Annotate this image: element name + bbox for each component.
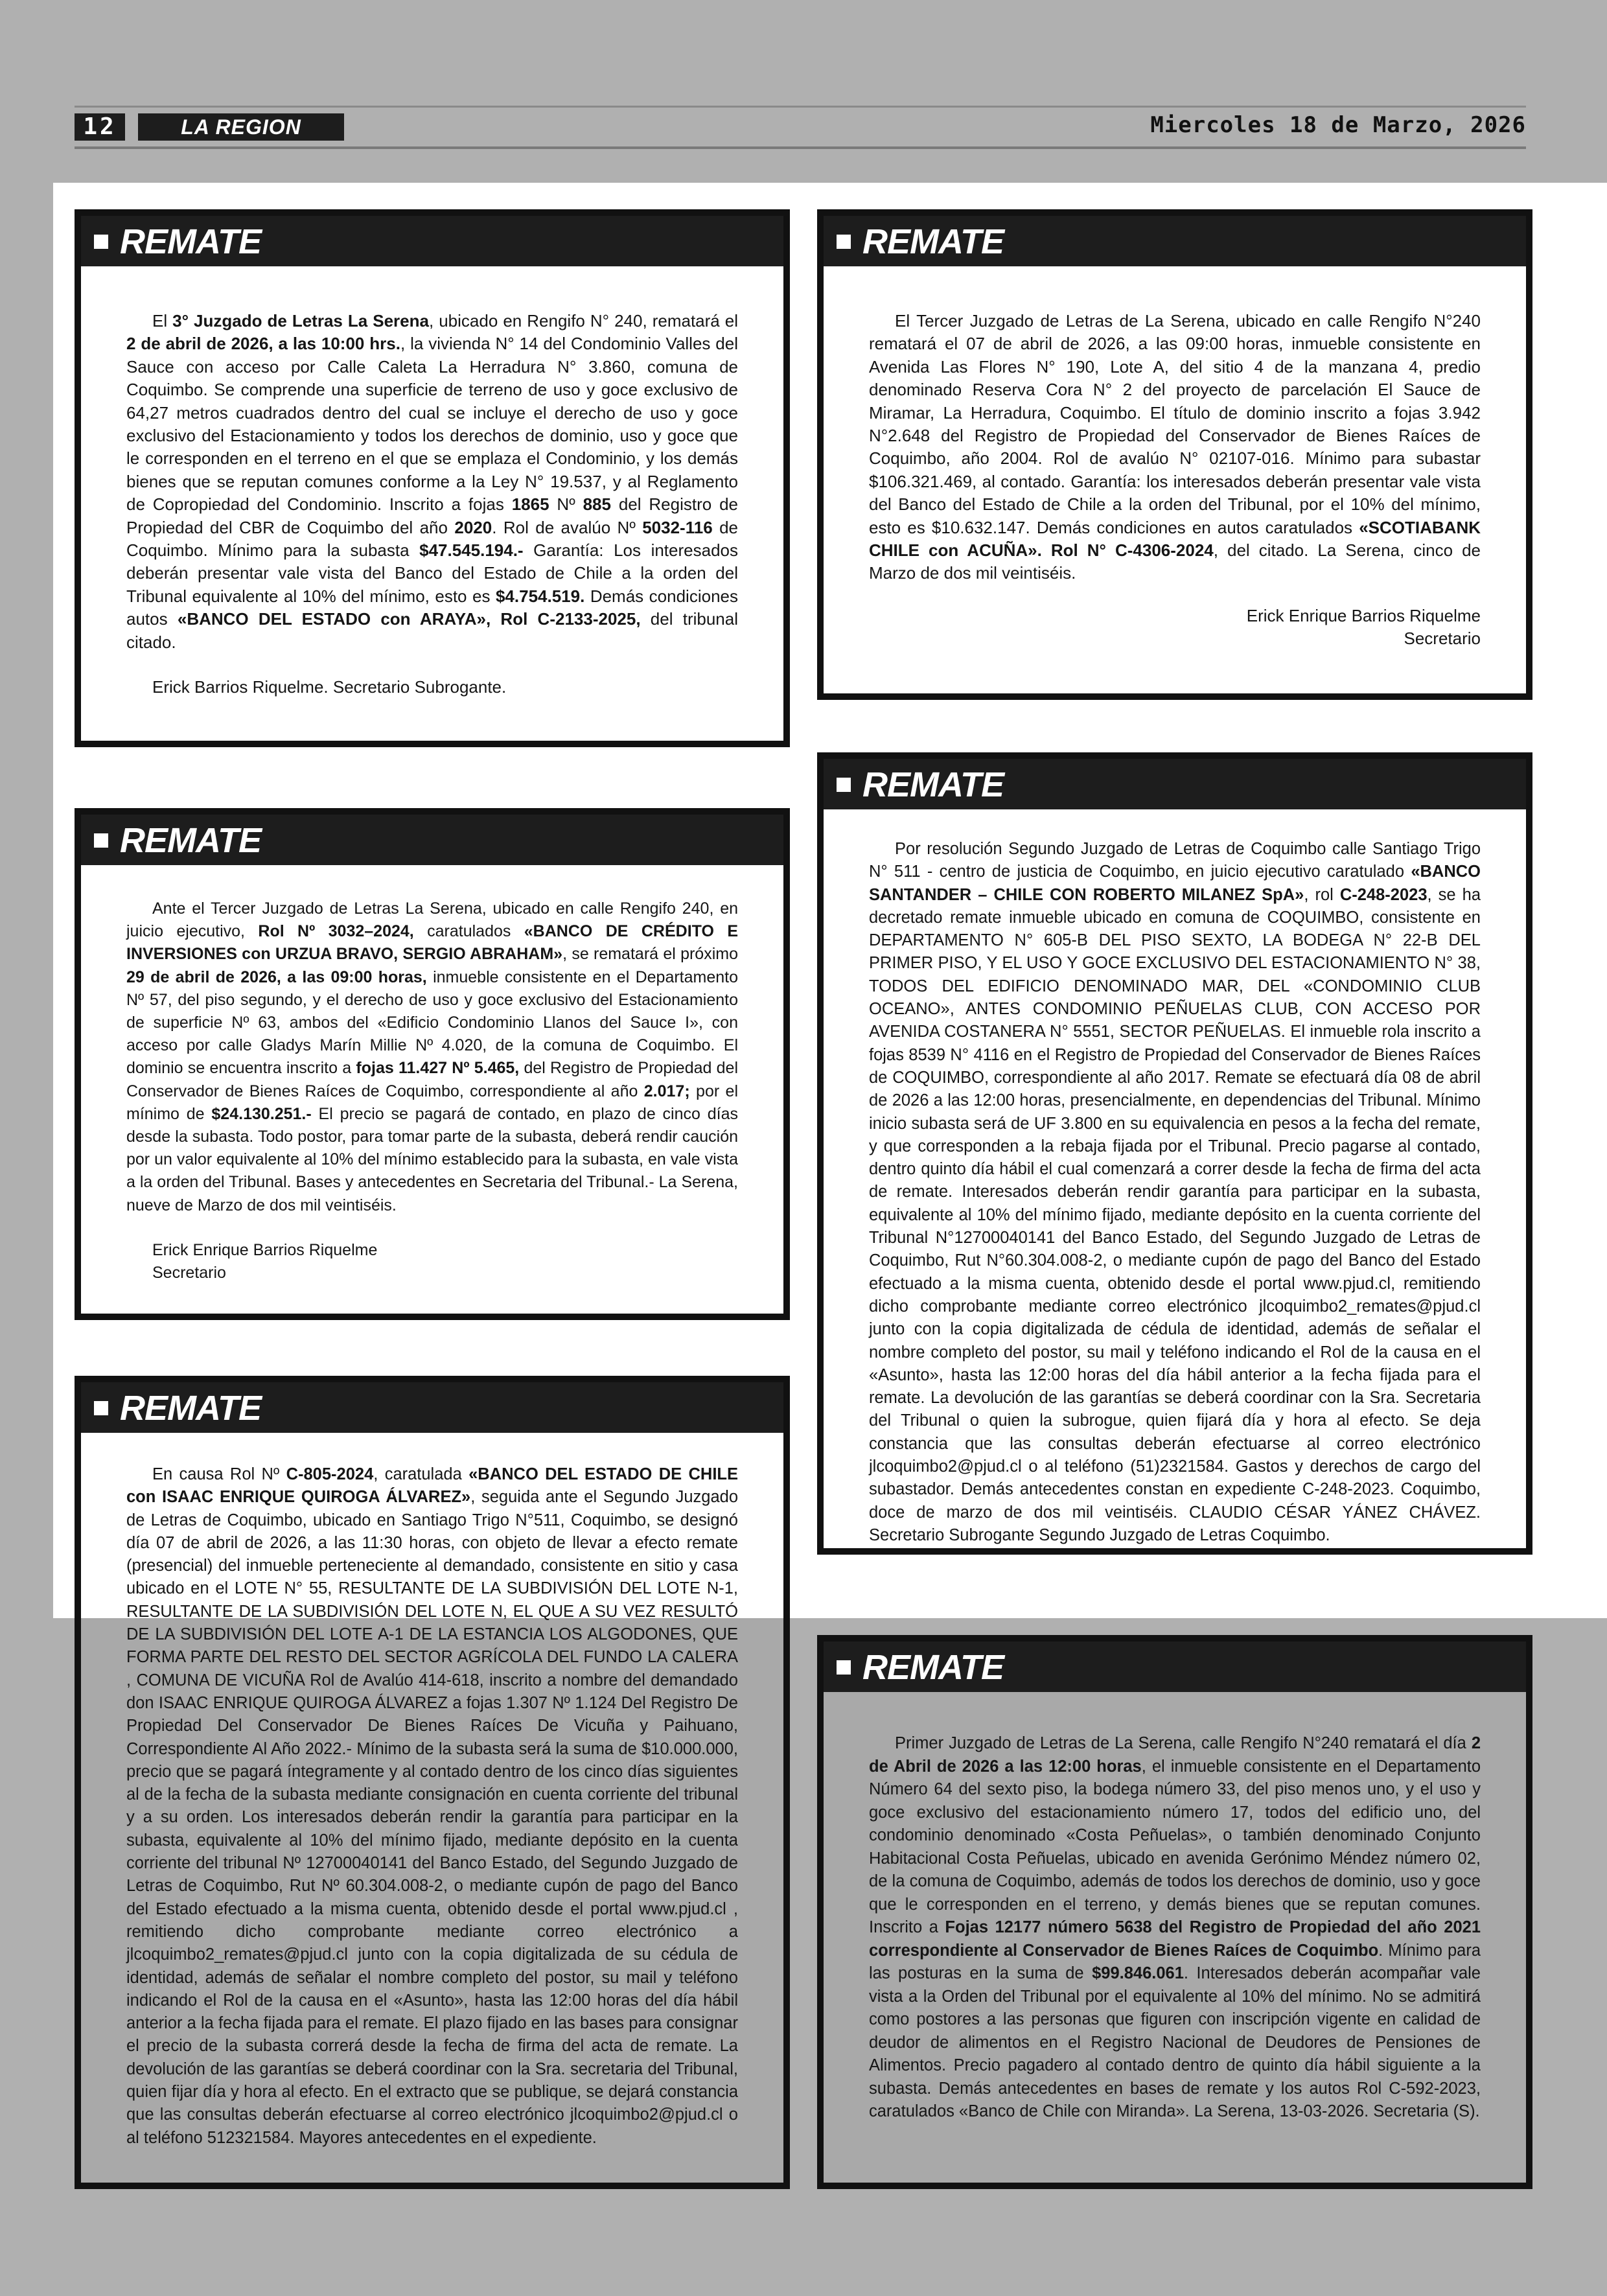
- notice-text-run: inmueble consistente en el Departamento Nº 57, del piso segundo, y el derecho de uso y goce exclusivo del Estacionamiento de superficie Nº 63, ambos del «Edificio Condominio Llanos del Sauce I», con acceso por calle Gladys Marín Millie Nº 4.020, de la comuna de Coquimbo. El dominio se encuentra inscrito a: [126, 968, 739, 1078]
- notice-text-run: por el mínimo de: [126, 1082, 739, 1123]
- remate-notice: [817, 752, 1532, 1555]
- notice-title: REMATE: [120, 1389, 261, 1428]
- signature-line: Erick Enrique Barrios Riquelme: [152, 1240, 378, 1259]
- notice-body: [869, 838, 1481, 1547]
- notice-text-run: El Tercer Juzgado de Letras de La Serena, ubicado en calle Rengifo N°240 rematará el 07 de abril de 2026, a las 09:00 horas, inmueble consistente en Avenida Las Flores N° 190, Lote A, del sitio 4 de la manzana 4, predio denominado Reserva Cora N° 2 del proyecto de parcelación El Sauce de Miramar, La Herradura, Coquimbo. El título de dominio inscrito a fojas 3.942 N°2.648 del Registro de Propiedad del Conservador de Bienes Raíces de Coquimbo, año 2004. Rol de avalúo N° 02107-016. Mínimo para subastar $106.321.469, al contado. Garantía: los interesados deberán presentar vale vista del Banco del Estado de Chile a la orden del Tribunal, por el 10% del mínimo, esto es $10.632.147. Demás condiciones en autos caratulados: [869, 311, 1481, 537]
- notice-bold-run: 5032-116: [642, 517, 713, 537]
- notice-bold-run: «BANCO DEL ESTADO con ARAYA», Rol C-2133-2025,: [177, 609, 641, 629]
- notice-text-run: El precio se pagará de contado, en plazo de cinco días desde la subasta. Todo postor, para tomar parte de la subasta, deberá rendir caución por un valor equivalente al 10% del mínimo establecido para la subasta, en vale vista a la orden del Tribunal. Bases y antecedentes en Secretaria del Tribunal.- La Serena, nueve de Marzo de dos mil veintiséis.: [126, 1104, 738, 1214]
- square-bullet-icon: [94, 1401, 108, 1415]
- notice-title: REMATE: [862, 1648, 1004, 1687]
- notice-text: [869, 310, 1481, 585]
- notice-bold-run: $47.545.194.-: [419, 540, 524, 561]
- notice-text: [869, 838, 1481, 1547]
- notice-text-run: El: [152, 311, 173, 330]
- notice-bold-run: «BANCO DE CRÉDITO E INVERSIONES con URZUA BRAVO, SERGIO ABRAHAM»: [126, 922, 738, 964]
- notice-title: REMATE: [862, 765, 1004, 804]
- square-bullet-icon: [837, 235, 851, 249]
- page-number: 12: [75, 113, 125, 141]
- notice-bold-run: 2 de Abril de 2026 a las 12:00 horas: [869, 1734, 1481, 1776]
- notice-text-run: Por resolución Segundo Juzgado de Letras de Coquimbo calle Santiago Trigo N° 511 - centro de justicia de Coquimbo, en juicio ejecutivo caratulado: [869, 840, 1481, 881]
- remate-notice: [75, 808, 790, 1320]
- notice-text-run: Demás condiciones autos: [126, 586, 738, 629]
- remate-notice: [817, 209, 1532, 700]
- square-bullet-icon: [837, 1660, 851, 1675]
- notice-body: [869, 310, 1481, 651]
- notice-text: [869, 1732, 1481, 2124]
- signature-line: Secretario: [1404, 629, 1481, 649]
- notice-bold-run: $4.754.519.: [495, 586, 585, 606]
- issue-date: Miercoles 18 de Marzo, 2026: [1150, 112, 1526, 138]
- notice-bold-run: 885: [583, 494, 611, 515]
- notice-text-run: , caratulada: [373, 1465, 469, 1483]
- notice-signature: [126, 1239, 738, 1284]
- notice-text-run: del Registro de Propiedad del Conservador de Bienes Raíces de Coquimbo, correspondiente al año: [126, 1059, 738, 1100]
- notice-header: [824, 216, 1526, 266]
- notice-text-run: Ante el Tercer Juzgado de Letras La Serena, ubicado en calle Rengifo 240, en juicio ejecutivo,: [126, 899, 738, 941]
- signature-line: Secretario: [152, 1264, 226, 1282]
- notice-text-run: . Rol de avalúo Nº: [492, 517, 643, 537]
- notice-text-run: Garantía: Los interesados deberán presentar vale vista del Banco del Estado de Chile a la orden del Tribunal equivalente al 10% del mínimo, esto es: [126, 540, 738, 606]
- square-bullet-icon: [837, 778, 851, 792]
- notice-text: [126, 310, 738, 654]
- notice-bold-run: 29 de abril de 2026, a las 09:00 horas,: [126, 968, 427, 986]
- notice-text-run: . Interesados deberán acompañar vale vista a la Orden del Tribunal por el equivalente al 10% del mínimo. No se admitirá como postores a las personas que figuren con inscripción vigente en calidad de deudor de alimentos en el Registro Nacional de Deudores de Pensiones de Alimentos. Precio pagadero al contado dentro de quinto día hábil siguiente a la subasta. Demás antecedentes en bases de remate y los autos Rol C-592-2023, caratulados «Banco de Chile con Miranda». La Serena, 13-03-2026. Secretaria (S).: [869, 1964, 1481, 2120]
- remate-notice: [75, 209, 790, 747]
- notice-bold-run: C-805-2024: [286, 1465, 374, 1483]
- masthead-logo: LA REGION: [138, 113, 344, 141]
- notice-text-run: de Coquimbo. Mínimo para la subasta: [126, 517, 738, 561]
- notice-text-run: del Registro de Propiedad del CBR de Coquimbo del año: [126, 494, 738, 537]
- square-bullet-icon: [94, 833, 108, 848]
- notice-bold-run: «BANCO DEL ESTADO DE CHILE con ISAAC ENRIQUE QUIROGA ÁLVAREZ»: [126, 1465, 738, 1507]
- notice-text: [126, 898, 738, 1217]
- notice-text-run: , del citado. La Serena, cinco de Marzo de dos mil veintiséis.: [869, 540, 1481, 583]
- notice-body: [869, 1732, 1481, 2124]
- notice-text-run: , seguida ante el Segundo Juzgado de Letras de Coquimbo, ubicado en Santiago Trigo N°511, Coquimbo, se designó día 07 de abril de 2026, a las 11:30 horas, con objeto de llevar a efecto remate (presencial) del inmueble perteneciente al demandado, consistente en sitio y casa ubicado en el LOTE N° 55, RESULTANTE DE LA SUBDIVISIÓN DEL LOTE N-1, RESULTANTE DE LA SUBDIVISIÓN DEL LOTE N, EL QUE A SU VEZ RESULTÓ DE LA SUBDIVISIÓN DEL LOTE A-1 DE LA ESTANCIA LOS ALGODONES, QUE FORMA PARTE DEL RESTO DEL SECTOR AGRÍCOLA DEL FUNDO LA CALERA , COMUNA DE VICUÑA Rol de Avalúo 414-618, inscrito a nombre del demandado don ISAAC ENRIQUE QUIROGA ÁLVAREZ a fojas 1.307 Nº 1.124 Del Registro De Propiedad Del Conservador De Bienes Raíces De Vicuña y Paihuano, Correspondiente Al Año 2022.- Mínimo de la subasta será la suma de $10.000.000, precio que se pagará íntegramente y al contado dentro de los cinco días siguientes al de la fecha de la subasta mediante consignación en cuenta corriente del tribunal y a su orden. Los interesados deberán rendir la garantía para participar en la subasta, equivalente al 10% del mínimo fijado, mediante depósito en la cuenta corriente del tribunal Nº 12700040141 del Banco Estado, del Segundo Juzgado de Letras de Coquimbo, Rut Nº 60.304.008-2, o mediante cupón de pago del Banco del Estado efectuado a la misma cuenta, obtenido desde el portal www.pjud.cl , remitiendo dicho comprobante mediante correo electrónico a jlcoquimbo2_remates@pjud.cl junto con la copia digitalizada de su cédula de identidad, además de señalar el nombre completo del postor, su mail y teléfono indicando el Rol de la causa en el «Asunto», hasta las 12:00 horas del día hábil anterior a la fecha fijada para el remate. El plazo fijado en las bases para consignar el precio de la subasta correrá desde la fecha de firma del acta de remate. La devolución de las garantías se deberá coordinar con la Sra. secretaria del Tribunal, quien fijar día y hora al efecto. En el extracto que se publique, se dejará constancia que las consultas deberán efectuarse al correo electrónico jlcoquimbo2@pjud.cl o al teléfono 512321584. Mayores antecedentes en el expediente.: [126, 1488, 738, 2147]
- notice-signature: [869, 605, 1481, 651]
- remate-notice: [75, 1376, 790, 2189]
- notice-bold-run: Fojas 12177 número 5638 del Registro de Propiedad del año 2021 correspondiente al Conservador de Bienes Raíces de Coquimbo: [869, 1918, 1481, 1960]
- notice-bold-run: Rol Nº 3032–2024,: [258, 922, 414, 941]
- notice-header: [824, 759, 1526, 809]
- signature-line: Erick Barrios Riquelme. Secretario Subrogante.: [152, 677, 507, 697]
- notice-text-run: del tribunal citado.: [126, 609, 739, 652]
- notice-text-run: , se rematará el próximo: [562, 945, 738, 964]
- notice-bold-run: 2.017;: [643, 1082, 690, 1100]
- page-header: [75, 107, 1526, 146]
- notice-header: [824, 1641, 1526, 1692]
- notice-header: [81, 1382, 783, 1433]
- notice-body: [126, 898, 738, 1284]
- notice-bold-run: 1865: [511, 494, 549, 515]
- notice-signature: [126, 676, 738, 699]
- notice-bold-run: C-248-2023: [1339, 885, 1428, 904]
- notice-text-run: , el inmueble consistente en el Departamento Número 64 del sexto piso, la bodega número 33, del piso menos uno, y el uso y goce exclusivo del estacionamiento número 17, todos del edificio uno, del condominio denominado «Costa Peñuelas», o también denominado Conjunto Habitacional Costa Peñuelas, ubicado en avenida Gerónimo Méndez número 02, de la comuna de Coquimbo, además de todos los derechos de dominio, uso y goce que le corresponden en el terreno, y demás bienes que se reputan comunes. Inscrito a: [869, 1757, 1481, 1936]
- notice-text-run: Nº: [549, 494, 583, 515]
- notice-bold-run: 3° Juzgado de Letras La Serena: [172, 311, 429, 330]
- notice-text: [126, 1463, 738, 2150]
- notice-bold-run: «SCOTIABANK CHILE con ACUÑA». Rol N° C-4306-2024: [869, 517, 1481, 561]
- notice-body: [126, 310, 738, 699]
- signature-line: Erick Enrique Barrios Riquelme: [1246, 605, 1481, 625]
- notice-text-run: . Mínimo para las posturas en la suma de: [869, 1941, 1481, 1982]
- notice-bold-run: $24.130.251.-: [211, 1104, 312, 1123]
- notice-text-run: , la vivienda N° 14 del Condominio Valles del Sauce con acceso por Calle Caleta La Herradura N° 3.860, comuna de Coquimbo. Se comprende una superficie de terreno de uso y goce exclusivo de 64,27 metros cuadrados dentro del cual se incluye el derecho de uso y goce exclusivo del Estacionamiento y todos los derechos de dominio, uso y goce que le corresponden en el terreno en el que se emplaza el Condominio, y los demás bienes que se reputan comunes conforme a la Ley N° 19.537, y al Reglamento de Copropiedad del Condominio. Inscrito a fojas: [126, 334, 738, 515]
- notice-bold-run: 2 de abril de 2026, a las 10:00 hrs.: [126, 334, 400, 354]
- notice-title: REMATE: [862, 222, 1004, 261]
- notice-bold-run: fojas 11.427 Nº 5.465,: [356, 1059, 520, 1078]
- notice-bold-run: 2020: [454, 517, 492, 537]
- notice-text-run: , ubicado en Rengifo N° 240, rematará el: [428, 311, 738, 330]
- notice-bold-run: $99.846.061: [1092, 1964, 1184, 1982]
- notice-body: [126, 1463, 738, 2150]
- notice-title: REMATE: [120, 821, 261, 860]
- notice-text-run: , se ha decretado remate inmueble ubicado en comuna de COQUIMBO, consistente en DEPARTAMENTO N° 605-B DEL PISO SEXTO, LA BODEGA N° 22-B DEL PRIMER PISO, Y EL USO Y GOCE EXCLUSIVO DEL ESTACIONAMIENTO N° 38, TODOS DEL EDIFICIO DENOMINADO MAR, DEL «CONDOMINIO CLUB OCEANO», ANTES CONDOMINIO PEÑUELAS CLUB, CON ACCESO POR AVENIDA COSTANERA N° 5551, SECTOR PEÑUELAS. El inmueble rola inscrito a fojas 8539 N° 4116 en el Registro de Propiedad del Conservador de Bienes Raíces de COQUIMBO, correspondiente al año 2017. Remate se efectuará día 08 de abril de 2026 a las 12:00 horas, presencialmente, en dependencias del Tribunal. Mínimo inicio subasta será de UF 3.800 en su equivalencia en pesos a la fecha del remate, y que corresponden a la rebaja fijada por el Tribunal. Precio pagarse al contado, dentro quinto día hábil el cual comenzará a correr desde la fecha de firma del acta de remate. Interesados deberán rendir garantía para participar en la subasta, equivalente al 10% del mínimo fijado, mediante depósito en la cuenta corriente del Tribunal N°12700040141 del Banco Estado, del Segundo Juzgado de Letras de Coquimbo, Rut N°60.304.008-2, o mediante cupón de pago del Banco del Estado efectuado a la misma cuenta, obtenido desde el portal www.pjud.cl, remitiendo dicho comprobante mediante correo electrónico jlcoquimbo2_remates@pjud.cl junto con la copia digitalizada de cédula de identidad, además de señalar el nombre completo del postor, su mail y teléfono indicando el Rol de la causa en el «Asunto», hasta las 12:00 horas del día hábil anterior a la fecha fijada para el remate. La devolución de las garantías se deberá coordinar con la Sra. Secretaria del Tribunal o quien la subrogue, quien fijará día y hora al efecto. Se deja constancia que las consultas deberán efectuarse al correo electrónico jlcoquimbo2@pjud.cl o al teléfono (51)2321584. Gastos y derechos de cargo del subastador. Demás antecedentes constan en expediente C-248-2023. Coquimbo, doce de marzo de dos mil veintiséis. CLAUDIO CÉSAR YÁNEZ CHÁVEZ. Secretario Subrogante Segundo Juzgado de Letras Coquimbo.: [869, 885, 1481, 1544]
- header-rule-bottom: [75, 146, 1526, 149]
- square-bullet-icon: [94, 235, 108, 249]
- notice-text-run: caratulados: [413, 922, 524, 941]
- remate-notice: [817, 1635, 1532, 2189]
- notice-title: REMATE: [120, 222, 261, 261]
- notice-text-run: , rol: [1304, 885, 1340, 904]
- notice-bold-run: «BANCO SANTANDER – CHILE CON ROBERTO MILANEZ SpA»: [869, 863, 1481, 904]
- notice-text-run: En causa Rol Nº: [152, 1465, 286, 1483]
- notice-text-run: Primer Juzgado de Letras de La Serena, calle Rengifo N°240 rematará el día: [895, 1734, 1472, 1752]
- notice-header: [81, 216, 783, 266]
- notice-header: [81, 815, 783, 865]
